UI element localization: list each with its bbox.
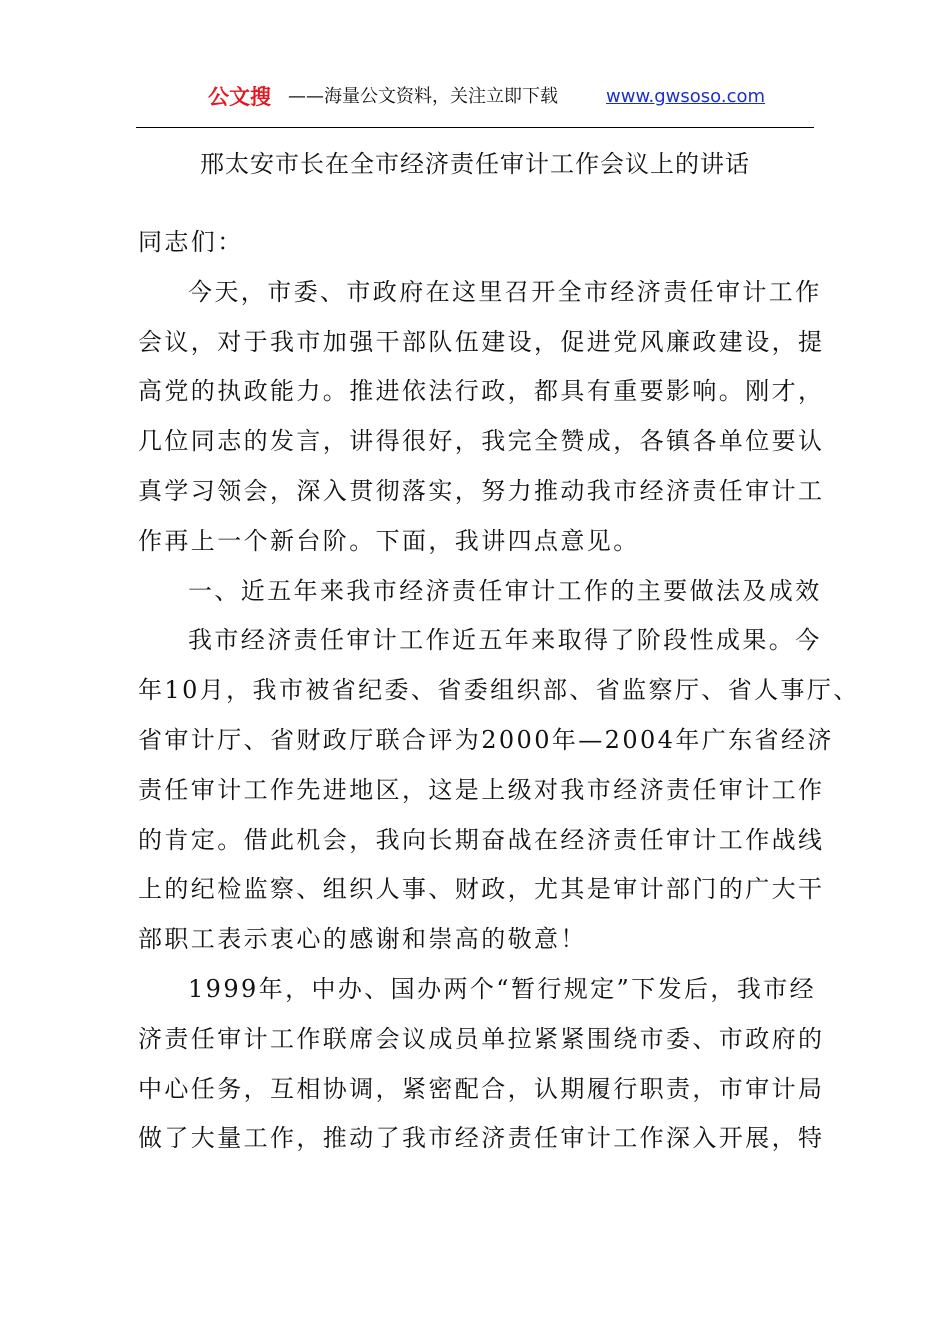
body-line: 年10月，我市被省纪委、省委组织部、省监察厅、省人事厅、 — [138, 676, 860, 705]
body-line: 济责任审计工作联席会议成员单拉紧紧围绕市委、市政府的 — [138, 1024, 825, 1053]
body-line: 高党的执政能力。推进依法行政，都具有重要影响。刚才， — [138, 377, 825, 406]
page-header — [136, 80, 814, 114]
header-divider — [136, 127, 814, 128]
body-line: 今天，市委、市政府在这里召开全市经济责任审计工作 — [188, 277, 822, 306]
body-line: 作再上一个新台阶。下面，我讲四点意见。 — [138, 526, 640, 555]
site-url-link[interactable]: www.gwsoso.com — [606, 86, 766, 107]
body-line: 责任审计工作先进地区，这是上级对我市经济责任审计工作 — [138, 775, 825, 804]
body-line: 真学习领会，深入贯彻落实，努力推动我市经济责任审计工 — [138, 476, 825, 505]
body-line: 省审计厅、省财政厅联合评为2000年—2004年广东省经济 — [138, 725, 834, 754]
body-line: 会议，对于我市加强干部队伍建设，促进党风廉政建设，提 — [138, 327, 825, 356]
body-line: 做了大量工作，推动了我市经济责任审计工作深入开展，特 — [138, 1124, 825, 1153]
body-line: 几位同志的发言，讲得很好，我完全赞成，各镇各单位要认 — [138, 427, 825, 456]
body-line: 的肯定。借此机会，我向长期奋战在经济责任审计工作战线 — [138, 825, 825, 854]
body-line: 上的纪检监察、组织人事、财政，尤其是审计部门的广大干 — [138, 875, 825, 904]
brand-logo-text: 公文搜 — [208, 85, 271, 109]
body-line: 部职工表示衷心的感谢和崇高的敬意！ — [138, 925, 587, 954]
document-body — [138, 218, 860, 1164]
header-tagline: ——海量公文资料，关注立即下载 — [288, 86, 558, 107]
document-title: 邢太安市长在全市经济责任审计工作会议上的讲话 — [200, 150, 750, 178]
body-line: 同志们： — [138, 228, 244, 256]
body-line: 我市经济责任审计工作近五年来取得了阶段性成果。今 — [188, 626, 822, 655]
body-line: 中心任务，互相协调，紧密配合，认期履行职责，市审计局 — [138, 1074, 825, 1103]
body-line: 1999年，中办、国办两个“暂行规定”下发后，我市经 — [188, 974, 817, 1003]
body-line: 一、近五年来我市经济责任审计工作的主要做法及成效 — [188, 576, 822, 605]
